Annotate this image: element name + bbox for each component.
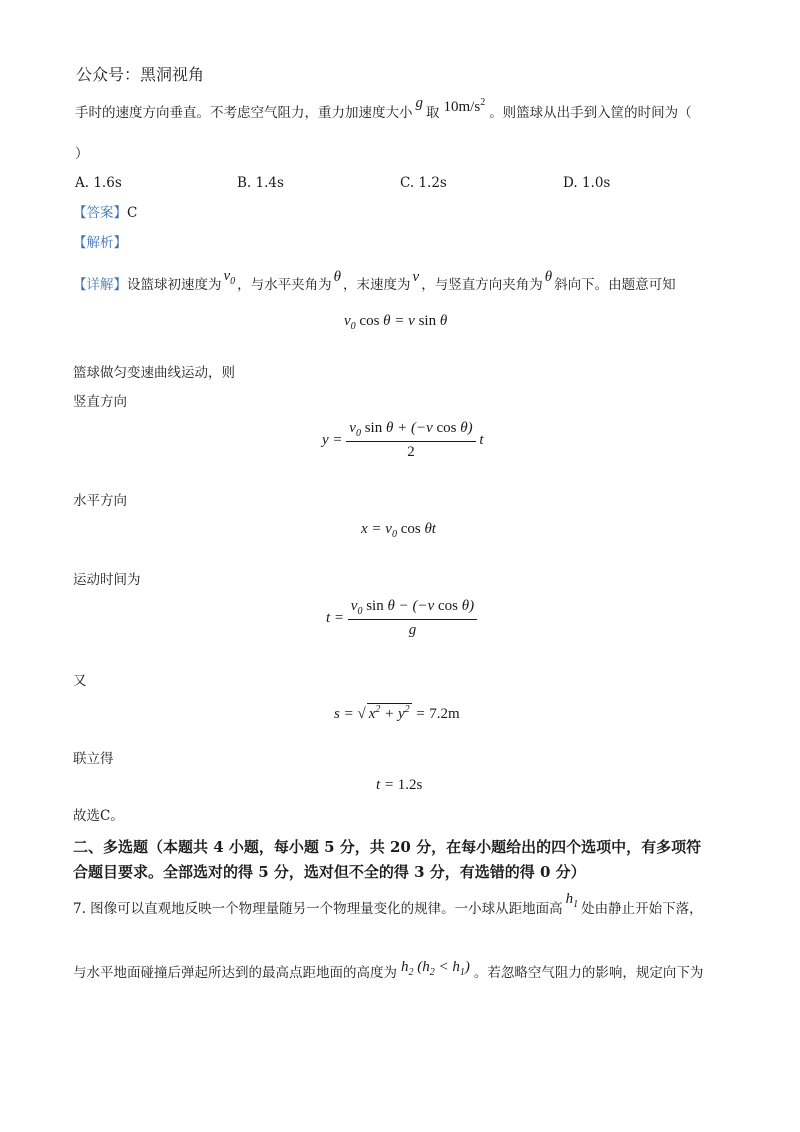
- option-b: B. 1.4s: [237, 175, 284, 191]
- equation-displacement: s = √ $x^2 + y^2 = 7.2m$: [334, 704, 460, 722]
- vertical-label: 竖直方向: [73, 394, 127, 410]
- stem-text: 手时的速度方向垂直。不考虑空气阻力，重力加速度大小: [75, 105, 413, 121]
- section-heading: 二、多选题（本题共 4 小题，每小题 5 分，共 20 分，在每小题给出的四个选项中，有多项符: [73, 838, 702, 856]
- also-label: 又: [73, 673, 87, 689]
- v0-symbol: $v_0$: [223, 268, 236, 287]
- question-7-line: 7. 图像可以直观地反映一个物理量随另一个物理量变化的规律。一小球从距地面高$h_1$ 处由静止开始下落，: [73, 891, 703, 917]
- equation-vertical: y = $\frac{v_0 \sin \theta + (-v \cos \theta)}{2}$ t: [322, 420, 484, 460]
- theta-symbol: θ: [544, 269, 553, 285]
- conclusion-text: 故选C。: [73, 808, 124, 824]
- motion-text: 篮球做匀变速曲线运动，则: [73, 365, 235, 381]
- stem-close: ）: [75, 146, 89, 162]
- equation-result: t = 1.2s: [376, 777, 423, 793]
- theta-symbol: θ: [333, 269, 342, 285]
- equation-velocity-relation: $v_0$ cos θ = v sin θ: [344, 313, 448, 332]
- section-heading: 合题目要求。全部选对的得 5 分，选对但不全的得 3 分，有选错的得 0 分）: [73, 863, 586, 881]
- detail-tag: 【详解】: [73, 277, 127, 293]
- g-value: $10m/s^2$: [443, 97, 486, 115]
- stem-text: 。则篮球从出手到入筐的时间为（: [489, 105, 692, 121]
- horizontal-label: 水平方向: [73, 493, 127, 509]
- question-7-line: 与水平地面碰撞后弹起所达到的最高点距地面的高度为 $h_2$ $(h_2 < h_1)$ 。若忽略空气阻力的影响，规定向下为: [73, 959, 704, 981]
- option-c: C. 1.2s: [400, 175, 447, 191]
- g-symbol: g: [415, 95, 423, 111]
- h1-symbol: $h_1$: [565, 891, 579, 910]
- stem-text: 取: [426, 105, 440, 121]
- equation-horizontal: $x = v_0$ cos θt: [361, 521, 436, 540]
- equation-time: t = $\frac{v_0 \sin \theta - (-v \cos \theta)}{g}$: [326, 598, 477, 639]
- v-symbol: v: [412, 269, 420, 285]
- analysis-tag: 【解析】: [73, 235, 127, 251]
- time-label: 运动时间为: [73, 572, 141, 588]
- option-a: A. 1.6s: [75, 175, 122, 191]
- h2-expression: $h_2$ $(h_2 < h_1)$: [401, 959, 470, 978]
- combine-label: 联立得: [73, 751, 114, 767]
- answer-tag: 【答案】: [73, 205, 127, 221]
- question-stem-line: [75, 95, 692, 122]
- detail-line: 【详解】设篮球初速度为$v_0$ ，与水平夹角为 θ ，末速度为 v ，与竖直方向夹角为 θ 斜向下。由题意可知: [73, 268, 676, 293]
- option-d: D. 1.0s: [563, 175, 611, 191]
- answer-line: [73, 204, 137, 222]
- answer-value: C: [127, 205, 138, 221]
- watermark: 公众号：黑洞视角: [76, 65, 205, 84]
